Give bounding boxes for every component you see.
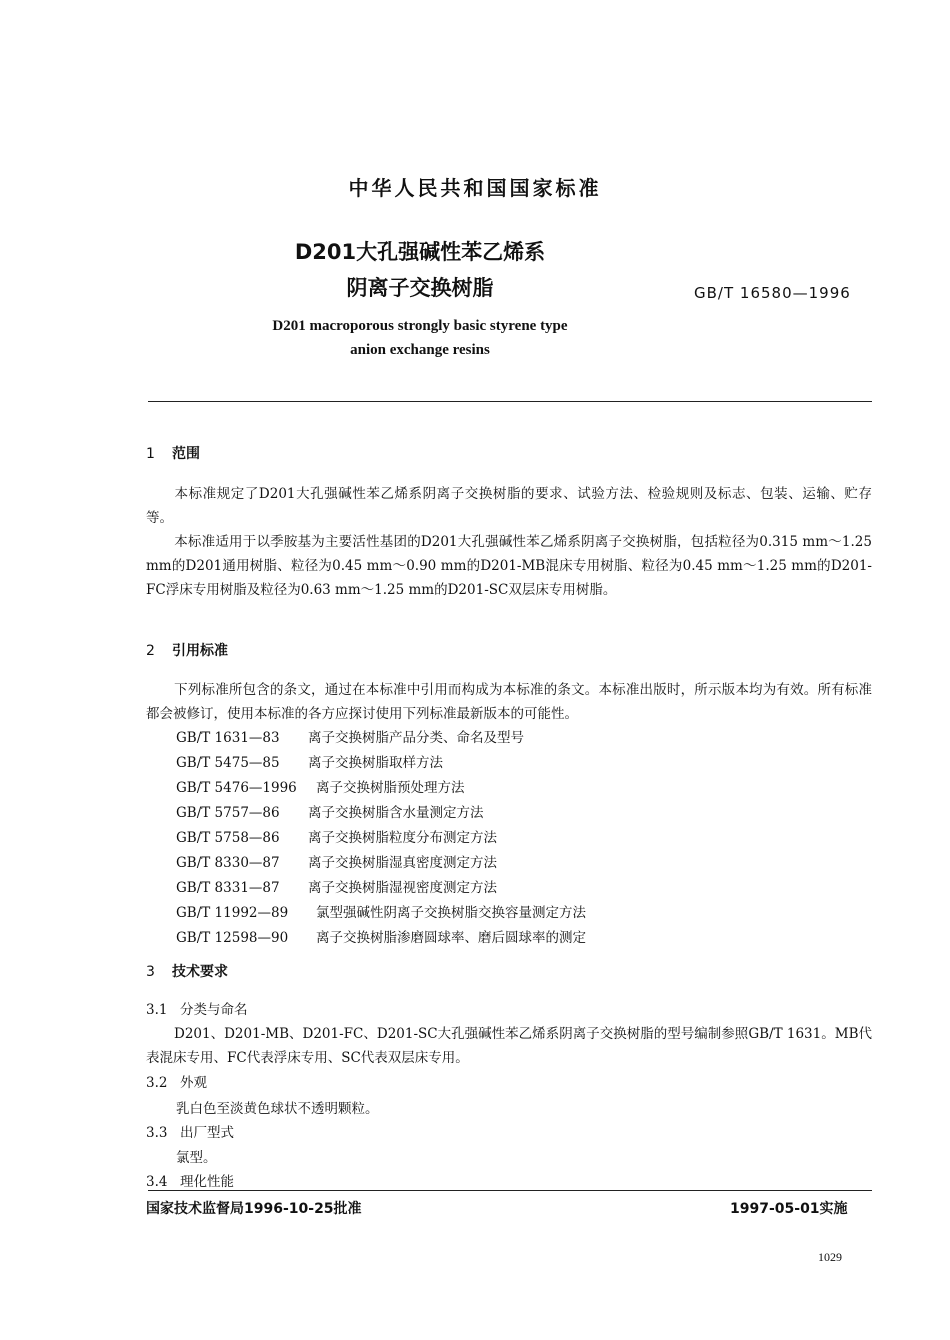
title-divider [148,401,872,402]
reference-title: 离子交换树脂产品分类、命名及型号 [308,730,524,746]
reference-title: 离子交换树脂渗磨圆球率、磨后圆球率的测定 [316,930,586,946]
reference-title: 离子交换树脂粒度分布测定方法 [308,830,497,846]
reference-item [176,851,497,871]
subsection-title: 分类与命名 [180,1002,248,1018]
subsection-title: 外观 [180,1075,207,1091]
national-standard-heading: 中华人民共和国国家标准 [348,176,602,200]
section-1-paragraph-2 [146,530,872,602]
footer-divider [148,1190,872,1191]
reference-item [176,876,497,896]
reference-title: 离子交换树脂含水量测定方法 [308,805,484,821]
section-title: 范围 [172,446,200,462]
reference-item [176,826,497,846]
paragraph-text: 下列标准所包含的条文，通过在本标准中引用而构成为本标准的条文。本标准出版时，所示版本均为有效。所有标准都会被修订，使用本标准的各方应探讨使用下列标准最新版本的可能性。 [146,682,872,722]
subsection-3-2-text: 乳白色至淡黄色球状不透明颗粒。 [176,1101,379,1117]
section-1-paragraph-1 [146,482,872,530]
reference-code: GB/T 5757—86 [176,805,280,821]
standard-code: GB/T 16580—1996 [694,284,851,302]
reference-item [176,776,465,796]
reference-code: GB/T 11992—89 [176,905,289,921]
subsection-3-3-heading [146,1121,234,1141]
reference-item [176,926,586,946]
subsection-3-4-heading [146,1170,234,1190]
reference-code: GB/T 12598—90 [176,930,289,946]
reference-title: 离子交换树脂湿视密度测定方法 [308,880,497,896]
reference-title: 离子交换树脂预处理方法 [316,780,465,796]
reference-title: 离子交换树脂取样方法 [308,755,443,771]
subsection-number: 3.1 [146,1002,168,1018]
subsection-3-1-text [146,1022,872,1070]
subsection-3-2-heading [146,1071,207,1091]
approval-date: 国家技术监督局1996-10-25批准 [146,1201,362,1217]
paragraph-text: 本标准适用于以季胺基为主要活性基团的D201大孔强碱性苯乙烯系阴离子交换树脂，包括粒径为0.315 mm～1.25 mm的D201通用树脂、粒径为0.45 mm～0.90 mm的D201-MB混床专用树脂、粒径为0.45 mm～1.25 mm的D201-FC浮床专用树脂及粒径为0.63 mm～1.25 mm的D201-SC双层床专用树脂。 [146,534,872,598]
reference-code: GB/T 5758—86 [176,830,280,846]
section-title: 技术要求 [172,964,228,980]
subsection-3-3-text: 氯型。 [176,1150,217,1166]
reference-title: 氯型强碱性阴离子交换树脂交换容量测定方法 [316,905,586,921]
reference-item [176,726,524,746]
paragraph-text: 本标准规定了D201大孔强碱性苯乙烯系阴离子交换树脂的要求、试验方法、检验规则及标志、包装、运输、贮存等。 [146,486,872,526]
section-2-heading [146,640,228,660]
reference-code: GB/T 8330—87 [176,855,280,871]
section-number: 3 [146,964,155,980]
standard-title-line2: 阴离子交换树脂 [346,276,494,300]
section-number: 1 [146,446,155,462]
reference-item [176,751,443,771]
subsection-title: 理化性能 [180,1174,234,1190]
reference-title: 离子交换树脂湿真密度测定方法 [308,855,497,871]
english-title-line2: anion exchange resins [350,342,490,358]
page-number: 1029 [818,1250,842,1264]
subsection-number: 3.3 [146,1125,168,1141]
subsection-number: 3.4 [146,1174,168,1190]
subsection-3-1-heading [146,998,248,1018]
section-1-heading [146,443,200,463]
reference-code: GB/T 8331—87 [176,880,280,896]
section-title: 引用标准 [172,643,228,659]
reference-code: GB/T 1631—83 [176,730,280,746]
section-2-paragraph-1 [146,678,872,726]
section-3-heading [146,961,228,981]
subsection-number: 3.2 [146,1075,168,1091]
english-title-line1: D201 macroporous strongly basic styrene type [272,318,568,334]
reference-code: GB/T 5475—85 [176,755,280,771]
paragraph-text: D201、D201-MB、D201-FC、D201-SC大孔强碱性苯乙烯系阴离子交换树脂的型号编制参照GB/T 1631。MB代表混床专用、FC代表浮床专用、SC代表双层床专用。 [146,1026,872,1066]
reference-code: GB/T 5476—1996 [176,780,297,796]
section-number: 2 [146,643,155,659]
reference-item [176,901,586,921]
effective-date: 1997-05-01实施 [730,1201,848,1217]
subsection-title: 出厂型式 [180,1125,234,1141]
reference-item [176,801,484,821]
standard-title-line1: D201大孔强碱性苯乙烯系 [294,240,546,264]
